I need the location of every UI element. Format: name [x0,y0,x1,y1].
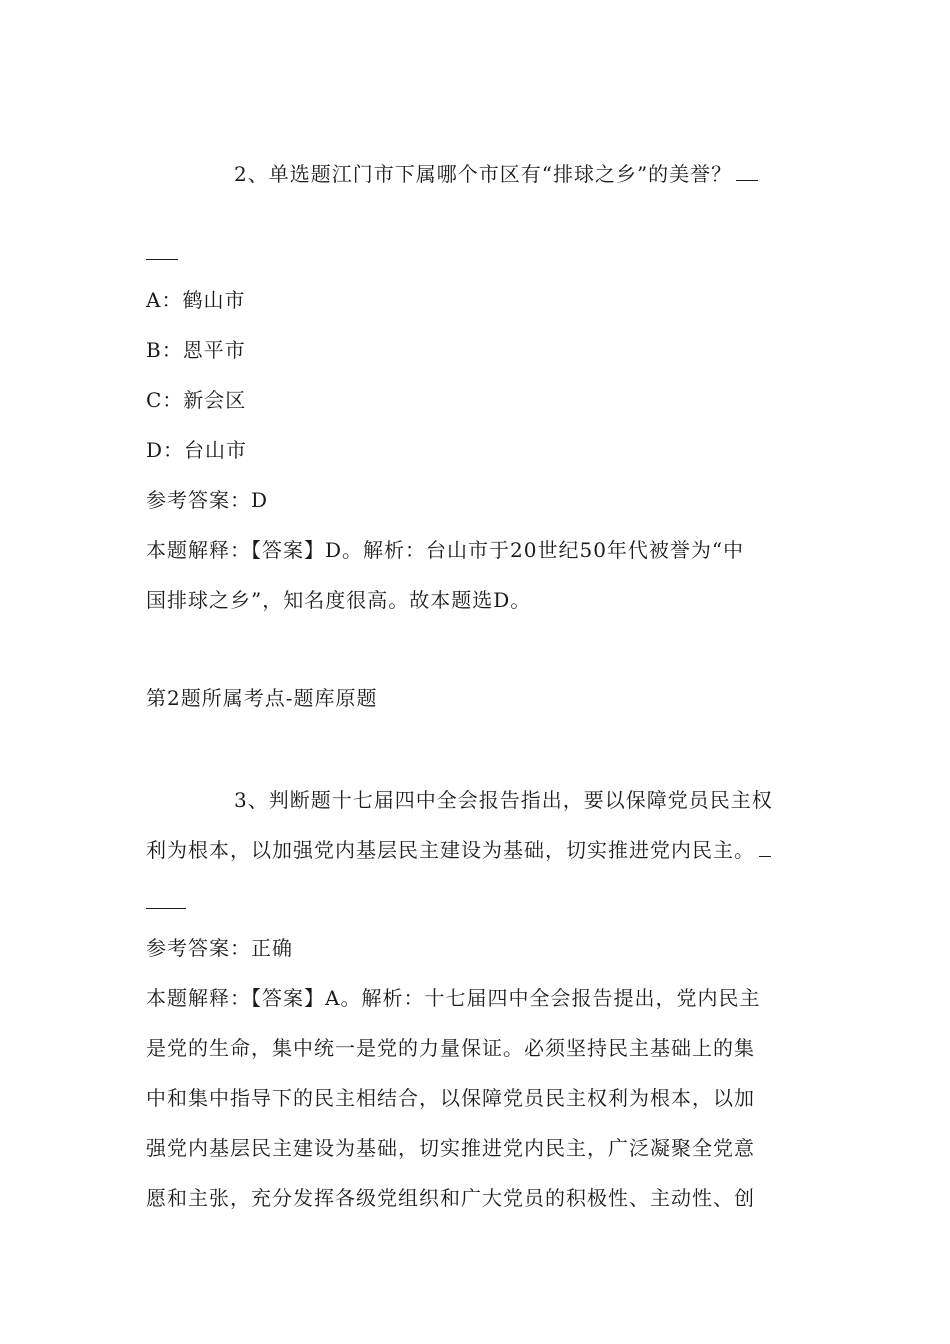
q3-answer-blank [759,838,771,857]
q2-stem-text: 2、单选题江门市下属哪个市区有“排球之乡”的美誉？ [234,162,733,186]
q3-stem-line2 [146,836,771,864]
q2-topic: 第2题所属考点-题库原题 [146,686,378,710]
q2-reference-answer: 参考答案：D [146,488,269,512]
q3-answer-blank-continued [146,908,186,909]
q2-option-b: B：恩平市 [146,338,246,362]
q3-explanation-line3: 中和集中指导下的民主相结合，以保障党员民主权利为根本，以加 [146,1086,755,1110]
q2-explanation-line1: 本题解释：【答案】D。解析：台山市于20世纪50年代被誉为“中 [146,538,745,562]
q3-reference-answer: 参考答案：正确 [146,936,293,960]
q2-answer-blank-continued [146,259,178,260]
q2-answer-blank [736,162,758,181]
q3-explanation-line1: 本题解释：【答案】A。解析：十七届四中全会报告提出，党内民主 [146,986,761,1010]
q2-option-d: D：台山市 [146,438,248,462]
q3-explanation-line4: 强党内基层民主建设为基础，切实推进党内民主，广泛凝聚全党意 [146,1136,755,1160]
q2-option-c: C：新会区 [146,388,247,412]
q2-stem-line1 [234,160,758,188]
q3-stem-line1: 3、判断题十七届四中全会报告指出，要以保障党员民主权 [234,788,773,812]
q3-explanation-line2: 是党的生命，集中统一是党的力量保证。必须坚持民主基础上的集 [146,1036,755,1060]
q2-option-a: A：鹤山市 [146,288,246,312]
q2-explanation-line2: 国排球之乡”，知名度很高。故本题选D。 [146,588,532,612]
q3-stem-text: 利为根本，以加强党内基层民主建设为基础，切实推进党内民主。 [146,838,755,862]
q3-explanation-line5: 愿和主张，充分发挥各级党组织和广大党员的积极性、主动性、创 [146,1186,755,1210]
